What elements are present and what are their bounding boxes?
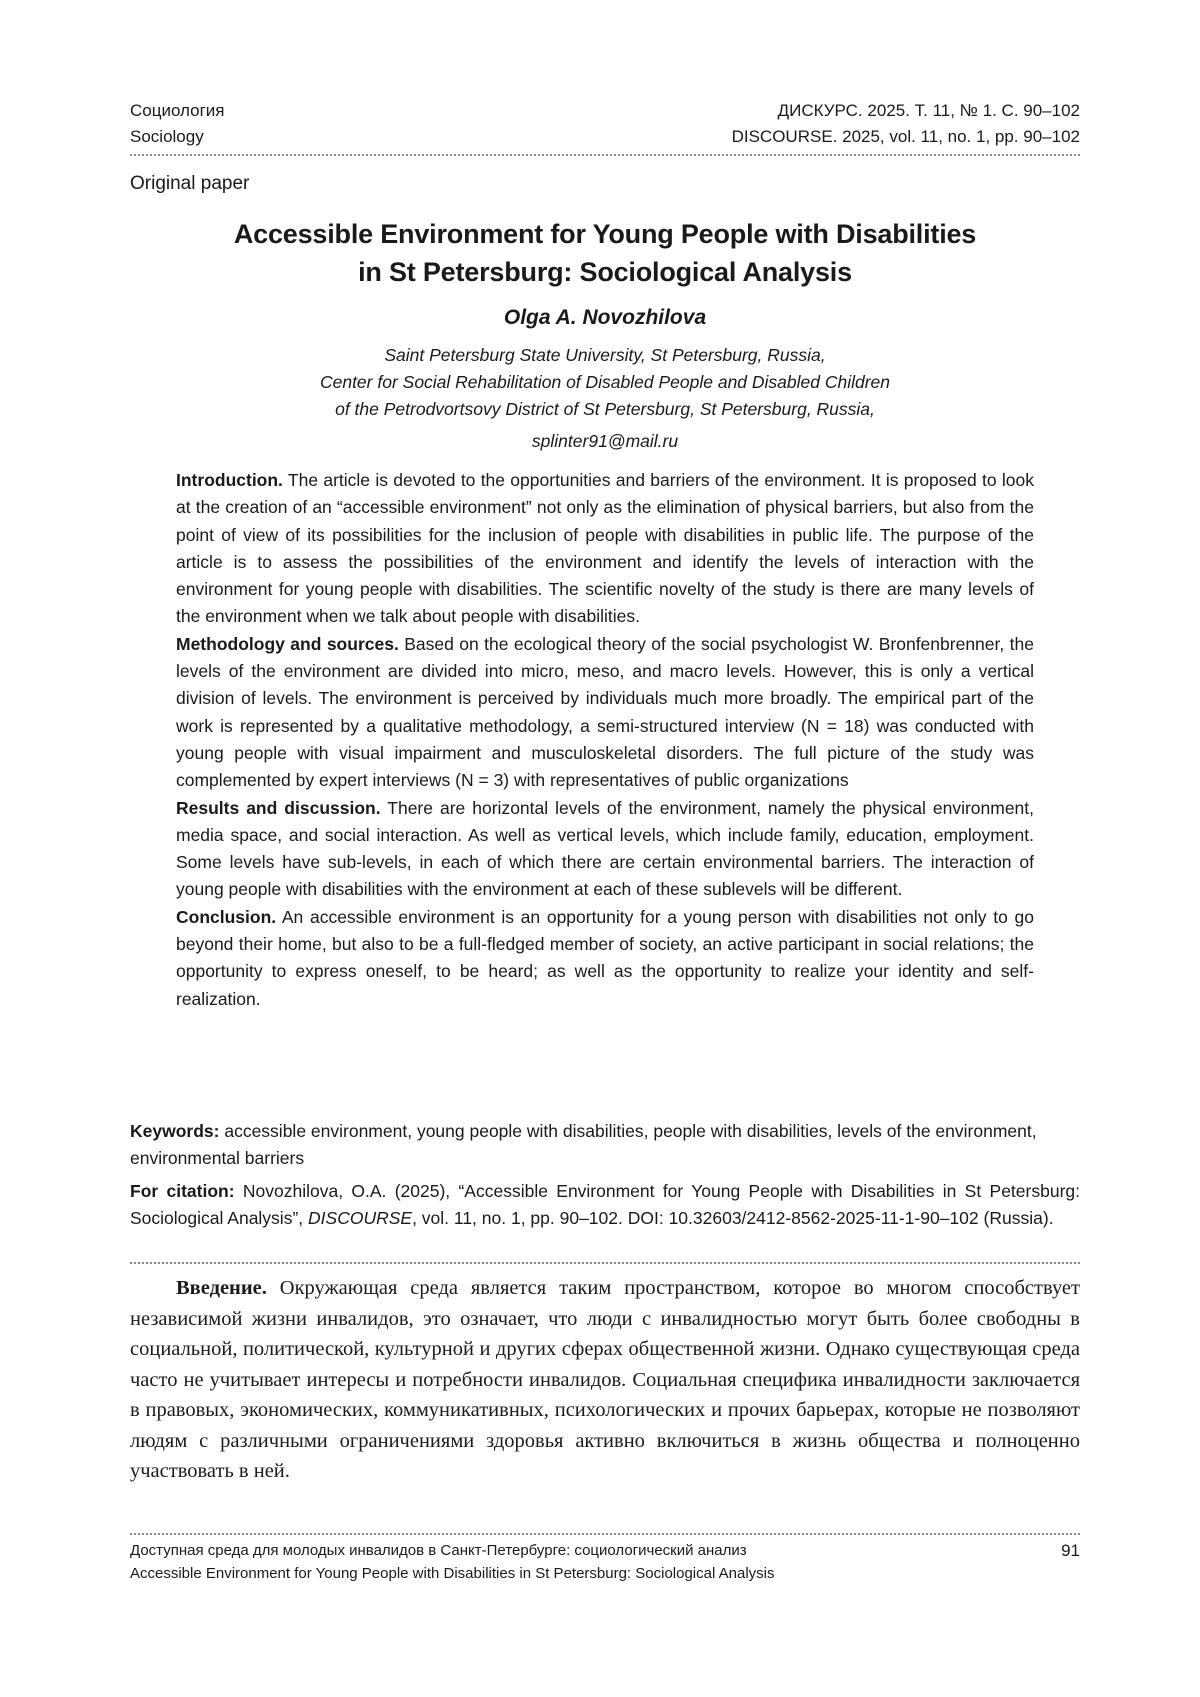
journal-ref-ru: ДИСКУРС. 2025. Т. 11, № 1. С. 90–102	[777, 101, 1080, 120]
abstract-introduction	[176, 467, 1034, 631]
author-name: Olga A. Novozhilova	[503, 306, 707, 329]
footer-divider	[130, 1533, 1080, 1535]
keywords-label: Keywords:	[130, 1121, 220, 1141]
abstract-results-text: There are horizontal levels of the environment, namely the physical environment, media space, and social interaction. As well as vertical levels, which include family, education, employment. Some levels have sub-levels, in each of which there are certain environmental barriers. The interaction of young people with disabilities with the environment at each of these sublevels will be different.	[176, 797, 1035, 900]
header-divider	[130, 154, 1080, 156]
page-number: 91	[1061, 1541, 1080, 1560]
citation	[130, 1178, 1080, 1232]
abstract-divider	[130, 1262, 1080, 1264]
section-name-ru: Социология	[130, 101, 225, 120]
footer-title-ru: Доступная среда для молодых инвалидов в Санкт-Петербурге: социологический анализ	[130, 1542, 747, 1559]
paper-type: Original paper	[130, 173, 250, 194]
author-affiliation	[130, 342, 1080, 455]
running-header	[130, 98, 1080, 150]
title-line-2: in St Petersburg: Sociological Analysis	[358, 257, 852, 287]
citation-label: For citation:	[130, 1181, 235, 1201]
author-email[interactable]: splinter91@mail.ru	[531, 431, 679, 451]
body-text	[130, 1273, 1080, 1487]
footer-title-en: Accessible Environment for Young People with Disabilities in St Petersburg: Sociological Analysis	[130, 1565, 775, 1582]
header-section	[130, 98, 225, 150]
abstract-methodology	[176, 631, 1034, 795]
abstract-methodology-label: Methodology and sources.	[176, 633, 399, 654]
abstract-results	[176, 795, 1034, 904]
paper-title	[130, 215, 1080, 291]
abstract-methodology-text: Based on the ecological theory of the social psychologist W. Bronfenbrenner, the levels of the environment are divided into micro, meso, and macro levels. However, this is only a vertical division of levels. The environment is perceived by individuals much more broadly. The empirical part of the work is represented by a qualitative methodology, a semi-structured interview (N = 18) was conducted with young people with visual impairment and musculoskeletal disorders. The full picture of the study was complemented by expert interviews (N = 3) with representatives of public organizations	[176, 633, 1034, 791]
journal-ref-en: DISCOURSE. 2025, vol. 11, no. 1, pp. 90–102	[731, 127, 1080, 146]
abstract-conclusion-label: Conclusion.	[176, 906, 277, 927]
abstract	[176, 467, 1034, 1013]
affiliation-line-2: Center for Social Rehabilitation of Disabled People and Disabled Children	[319, 372, 891, 392]
citation-text-before: Novozhilova, O.A. (2025), “Accessible Environment for Young People with Disabilities in St Petersburg: Sociological Analysis”,	[130, 1181, 1080, 1228]
citation-text-after: , vol. 11, no. 1, pp. 90–102. DOI: 10.32603/2412-8562-2025-11-1-90–102 (Russia).	[412, 1208, 1054, 1228]
keywords	[130, 1118, 1080, 1172]
body-paragraph-text: Окружающая среда является таким пространством, которое во многом способствует независимой жизни инвалидов, это означает, что люди с инвалидностью могут быть более свободны в социальной, политической, культурной и других сферах общественной жизни. Однако существующая среда часто не учитывает интересы и потребности инвалидов. Социальная специфика инвалидности заключается в правовых, экономических, коммуникативных, психологических и прочих барьерах, которые не позволяют людям с различными ограничениями здоровья активно включиться в жизнь общества и полноценно участвовать в ней.	[130, 1277, 1080, 1482]
abstract-introduction-text: The article is devoted to the opportunities and barriers of the environment. It is proposed to look at the creation of an “accessible environment” not only as the elimination of physical barriers, but also from the point of view of its possibilities for the inclusion of people with disabilities in public life. The purpose of the article is to assess the possibilities of the environment and identify the levels of interaction with the environment for young people with disabilities. The scientific novelty of the study is there are many levels of the environment when we talk about people with disabilities.	[176, 470, 1035, 627]
section-name-en: Sociology	[130, 127, 204, 146]
affiliation-line-1: Saint Petersburg State University, St Petersburg, Russia,	[384, 345, 826, 365]
keywords-text: accessible environment, young people with disabilities, people with disabilities, levels of the environment, environmental barriers	[130, 1121, 1037, 1168]
title-line-1: Accessible Environment for Young People with Disabilities	[233, 219, 977, 249]
abstract-conclusion-text: An accessible environment is an opportunity for a young person with disabilities not only to go beyond their home, but also to be a full-fledged member of society, an active participant in social relations; the opportunity to express oneself, to be heard; as well as the opportunity to realize your identity and self-realization.	[176, 906, 1034, 1009]
abstract-results-label: Results and discussion.	[176, 797, 381, 818]
abstract-conclusion	[176, 904, 1034, 1013]
running-footer	[130, 1539, 1080, 1585]
citation-journal: DISCOURSE	[308, 1208, 413, 1228]
body-paragraph	[130, 1273, 1080, 1487]
header-journal	[732, 98, 1080, 150]
abstract-introduction-label: Introduction.	[176, 470, 283, 490]
affiliation-line-3: of the Petrodvortsovy District of St Petersburg, St Petersburg, Russia,	[335, 399, 875, 419]
body-section-label: Введение.	[176, 1277, 267, 1299]
